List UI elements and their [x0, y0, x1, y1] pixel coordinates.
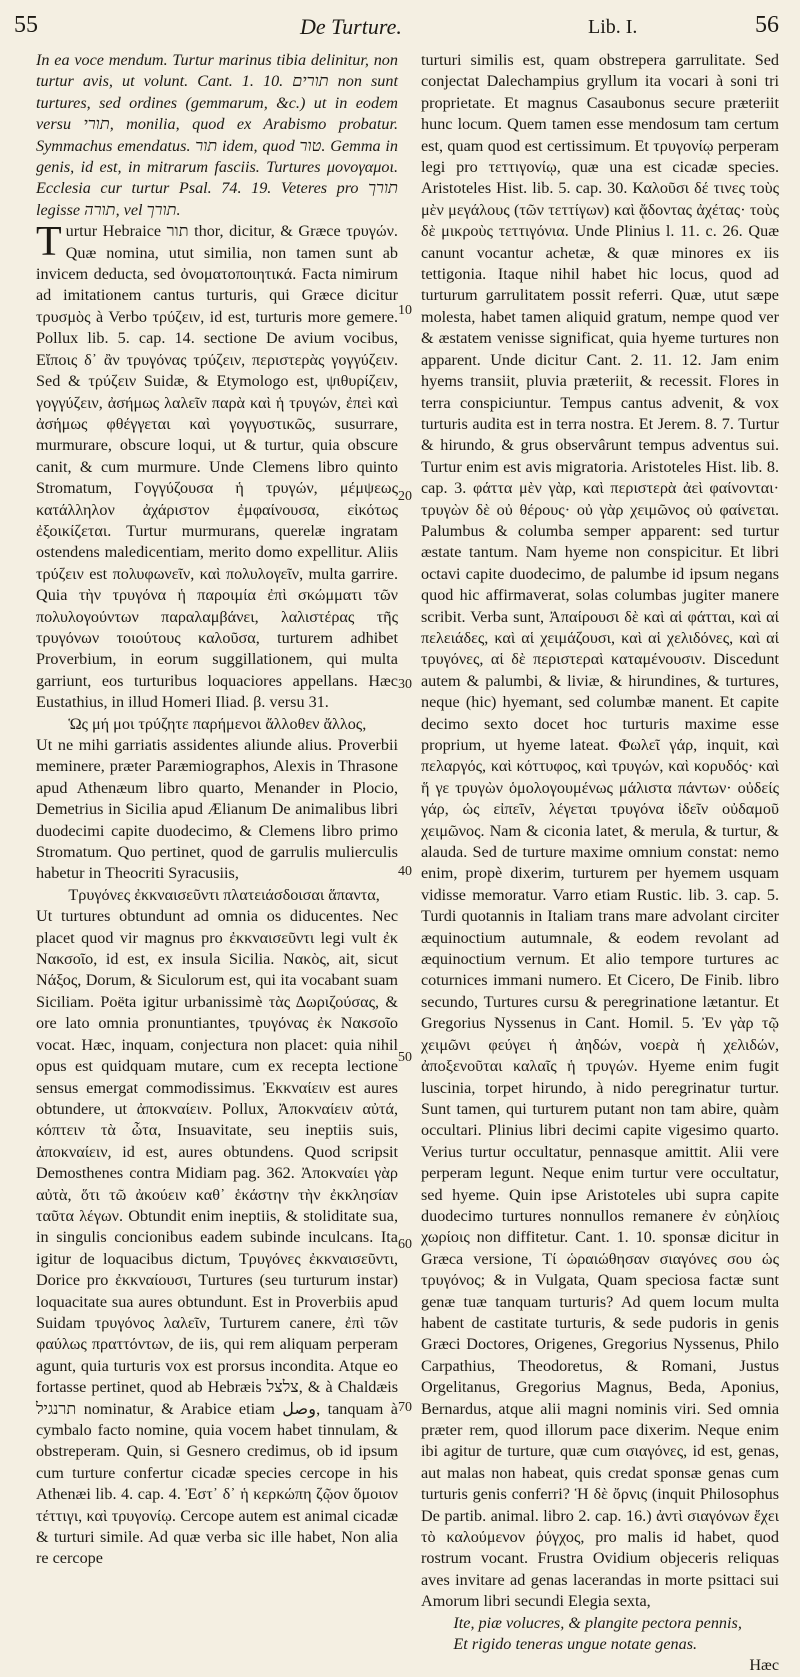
opening-paragraph: Turtur Hebraice תור thor, dicitur, & Græce τρυγών. Quæ nomina, utut similia, non tamen sunt ab invicem deducta, sed ὀνοματοποιητικά. Facta nimirum ad imitationem cantus turturis, qui Græce dicitur τρυσμὸς à Verbo τρύζειν, id est, turturis more gemere. Pollux lib. 5. cap. 14. sectione De avium vocibus, Εἴποις δ᾽ ἂν τρυγόνας τρύζειν, περιστερὰς γογγύζειν. Sed & τρύζειν Suidæ, & Etymologo est, ψιθυρίζειν, γογγύζειν, ἀσήμως λαλεῖν παρὰ καὶ ἡ τρυγών, ἐπεὶ καὶ ἀσήμως φθέγγεται καὶ γογγυστικῶς, susurrare, murmurare, obscure loqui, ut & turtur, quia obscure canit, & cum murmure. Unde Clemens libro quinto Stromatum, Γογγύζουσα ἡ τρυγών, μέμψεως κατάλληλον ἀχάριστον ἐμφαίνουσα, εἰκότως ἐξοικίζεται. Turtur murmurans, querelæ ingratam ostendens maledicentiam, merito domo expellitur. Aliis τρύζειν est πολυφωνεῖν, καὶ πολυλογεῖν, multa garrire. Quia τὴν τρυγόνα ἡ παροιμία ἐπὶ σκώμματι τῶν πολυλογούντων παραλαμβάνει, λαλιστέρας τῆς τρυγόνων τοιούτους καλοῦσα, turturem adhibet Proverbium, in eorum suggillationem, qui multa garriunt, eos turturibus loquaciores appellans. Hæc Eustathius, in illud Homeri Iliad. β. versu 31.	[36, 219, 398, 712]
line-number: 50	[398, 1050, 412, 1065]
running-header	[0, 6, 800, 46]
line-number: 40	[398, 864, 412, 879]
chapter-summary: In ea voce mendum. Turtur marinus tibia delinitur, non turtur avis, ut volunt. Cant. 1. 10. תורים non sunt turtures, sed ordines (gemmarum, &c.) ut in eodem versu תורי, monilia, quod ex Arabismo probatur. Symmachus emendatus. תור idem, quod טור. Gemma in genis, id est, in mitrarum fasciis. Turtures μονογαμοι. Ecclesia cur turtur Psal. 74. 19. Veteres pro תורך legisse תורה, vel תורך.	[36, 51, 398, 219]
greek-verse: Ὡς μή μοι τρύζητε παρήμενοι ἄλλοθεν ἄλλος,	[68, 714, 367, 733]
line-number: 20	[398, 489, 412, 504]
running-title: De Turture.	[300, 14, 402, 39]
book-label: Lib. I.	[588, 16, 638, 38]
body-paragraph: Ut ne mihi garriatis assidentes aliunde alius. Proverbii meminere, præter Paræmiographos, Alexis in Thrasone apud Athenæum libro quarto, Menander in Plocio, Demetrius in Sicilia apud Ælianum De animalibus libri duodecimi capite duodecimo, & Clemens libro primo Stromatum. Quo pertinet, quod de garrulis mulierculis habetur in Theocriti Syracusiis,	[36, 736, 398, 883]
catchword: Hæc	[749, 1656, 779, 1675]
right-column	[421, 50, 779, 1675]
body-paragraph: Ut turtures obtundunt ad omnia os diducentes. Nec placet quod vir magnus pro ἐκκναισεῦντι legi vult ἐκ Νακσοῖο, id est, ex insula Sicilia. Νακὸς, ait, sicut Νάξος, Dorum, & Siculorum est, qui ita vocabant suam Siciliam. Poëta igitur urbanissimè τὰς Δωριζούσας, & ore lato omnia pronuntiantes, τρυγόνας ἐκ Νακσοῖο vocat. Hæc, inquam, conjectura non placet: quia nihil opus est quidquam mutare, cum ex recepta lectione sensus emergat commodissimus. Ἐκκναίειν est aures obtundere, ut ἀποκναίειν. Pollux, Ἀποκναίειν αὐτά, κόπτειν τὰ ὦτα, Insuavitate, seu ineptiis suis, ἀποκναίειν, id est, aures obtundens. Quod scripsit Demosthenes contra Midiam pag. 362. Ἀποκναίει γὰρ αὐτὰ, ὅτι τῶ ἀκούειν καθ᾽ ἑκάστην τὴν ἐκκλησίαν ταῦτα λέγων. Obtundit enim ineptiis, & stoliditate sua, in singulis concionibus eadem subinde inculcans. Ita igitur de loquacibus dictum, Τρυγόνες ἐκκναισεῦντι, Dorice pro ἐκκναίουσι, Turtures (seu turturum instar) loquacitate sua aures obtundunt. Est in Proverbiis apud Suidam τρυγόνος λαλεῖν, Turturem canere, ἐπὶ τῶν φαύλως πραττόντων, de iis, qui rem aliquam perperam agunt, quia turturis vox est prorsus incondita. Atque eo fortasse pertinet, quod ab Hebræis צלצל, & à Chaldæis תרנגיל nominatur, & Arabice etiam وصل, tanquam à cymbalo facto nomine, quia vocem habet tinnulam, & obstreperam. Quin, si Gesnero credimus, ob id ipsum cum turture confertur cicadæ species cercope in his Athenæi lib. 4. cap. 4. Ἐστ᾽ δ᾽ ἡ κερκώπη ζῷον ὅμοιον τέττιγι, καὶ τρυγονίῳ. Cercope autem est animal cicadæ & turturi simile. Ad quæ verba sic ille habet, Non alia re cercope	[36, 907, 398, 1568]
latin-verse: Et rigido teneras ungue notate genas.	[453, 1635, 698, 1654]
page-number-right: 56	[755, 12, 779, 38]
line-number: 10	[398, 303, 412, 318]
greek-verse: Τρυγόνες ἐκκναισεῦντι πλατειάσδοισαι ἅπαντα,	[68, 885, 380, 904]
drop-cap: T	[36, 219, 62, 266]
line-number: 70	[398, 1400, 412, 1415]
line-number: 30	[398, 677, 412, 692]
line-number: 60	[398, 1237, 412, 1252]
left-column	[36, 50, 398, 1568]
latin-verse: Ite, piæ volucres, & plangite pectora pennis,	[453, 1613, 742, 1632]
page-number-left: 55	[14, 12, 38, 38]
body-paragraph: turturi similis est, quam obstrepera garrulitate. Sed conjectat Dalechampius gryllum ita vocari à soni tri proprietate. Et magnus Casaubonus secure præteriit hunc locum. Quem tamen esse mendosum tam certum est, quam quod est certissimum. Et τρυγονίῳ perperam legi pro τεττιγονίῳ, quæ una est cicadæ species. Aristoteles Hist. lib. 5. cap. 30. Καλοῦσι δέ τινες τοὺς μὲν μεγάλους (τῶν τεττίγων) καὶ ᾄδοντας ἀχέτας· τοὺς δὲ μικροὺς τεττιγόνια. Unde Plinius l. 11. c. 26. Quæ canunt vocantur achetæ, & quæ minores ex iis tettigonia. Itaque nihil habet hic locus, quod ad turturum garrulitatem possit referri. Quæ, utut sæpe molesta, habet tamen aliquid gratum, nempe quod ver & æstatem venisse significat, quia hyeme turtures non apparent. Unde dicitur Cant. 2. 11. 12. Jam enim hyems transiit, pluvia præteriit, & recessit. Flores in terra conspiciuntur. Tempus cantus advenit, & vox turturis audita est in terra nostra. Et Jerem. 8. 7. Turtur & hirundo, & grus observârunt tempus adventus sui. Turtur enim est avis migratoria. Aristoteles Hist. lib. 8. cap. 3. φάττα μὲν γὰρ, καὶ περιστερὰ ἀεὶ φαίνονται· τρυγὼν δὲ οὐ θέρους· οὐ γὰρ χειμῶνος οὐ φαίνεται. Palumbus & columba semper apparent: sed turtur æstate tantum. Nam hyeme non conspicitur. Et libri octavi capite duodecimo, de palumbe id ipsum negans quod hic affirmaverat, solas columbas jugiter manere scribit. Verba sunt, Ἀπαίρουσι δὲ καὶ αἱ φάτται, καὶ αἱ πελειάδες, καὶ αἱ χειμάζουσι, καὶ αἱ χελιδόνες, καὶ αἱ τρυγόνες, αἱ δὲ περιστεραὶ καταμένουσιν. Discedunt autem & palumbi, & liviæ, & hirundines, & turtures, neque (hic) hyemant, sed columbæ manent. Et capite decimo sexto docet hoc turturis maxime esse proprium, ut hyeme lateat. Φωλεῖ γάρ, inquit, καὶ πελαργός, καὶ κόττυφος, καὶ τρυγών, καὶ κορυδός· καὶ ἥ γε τρυγὼν ὁμολογουμένως μάλιστα πάντων· οὐδείς γάρ, ὡς εἰπεῖν, λέγεται τρυγόνα ἰδεῖν οὐδαμοῦ χειμῶνος. Nam & ciconia latet, & merula, & turtur, & alauda. Sed de turture maxime omnium constat: nemo enim, propè dixerim, turturem per hyemem usquam vidisse memoratur. Varro etiam Rustic. lib. 3. cap. 5. Turdi quotannis in Italiam trans mare advolant circiter æquinoctium autumnale, & eodem revolant ad æquinoctium vernum. Et alio tempore turtures ac coturnices immani numero. Et Cicero, De Finib. libro secundo, Turtures cursu & peregrinatione lætantur. Et Gregorius Nyssenus in Cant. Homil. 5. Ἐν γὰρ τῷ χειμῶνι φεύγει ἡ ἀηδών, νοερὰ ἡ χελιδών, ἀποξενοῦται καλαῖς ἡ τρυγών. Hyeme enim fugit luscinia, torpet hirundo, à nido peregrinatur turtur. Sunt tamen, qui turturem putant non tam abire, quàm occultari. Plinius libri decimi capite vigesimo quarto. Verius turtur occultatur, pennasque amittit. Alii vere perperam legunt. Neque enim turtur vere occultatur, sed hyeme. Quin ipse Aristoteles ubi supra capite duodecimo turtures nonnullos remanere ἐν εὐηλίοις χωρίοις non diffitetur. Cant. 1. 10. sponsæ dicitur in Græca versione, Τί ὡραιώθησαν σιαγόνες σου ὡς τρυγόνος; & in Vulgata, Quam speciosa factæ sunt genæ tuæ tanquam turturis? Ad quem locum multa habent de castitate turturis, & sede pudoris in genis Græci Doctores, Origenes, Gregorius Nyssenus, Philo Carpathius, Theodoretus, & Romani, Justus Orgelitanus, Gregorius Magnus, Beda, Aponius, Bernardus, atque alii magni nominis viri. Sed omnia præter rem, quod illorum pace dixerim. Neque enim ibi agitur de turture, quæ cum σιαγόνες, id est, genas, aut malas non habeat, quis credat sponsæ genas cum turturis genis conferri? Ἡ δὲ ὄρνις (inquit Philosophus De partib. animal. libro 2. cap. 16.) ἀντὶ σιαγόνων ἔχει τὸ καλούμενον ῥύγχος, pro malis id habet, quod rostrum vocant. Frustra Ovidium objeceris reliquas aves invitare ad genas lacerandas in morte psittaci sui Amorum libri secundi Elegia sexta,	[421, 51, 779, 1611]
